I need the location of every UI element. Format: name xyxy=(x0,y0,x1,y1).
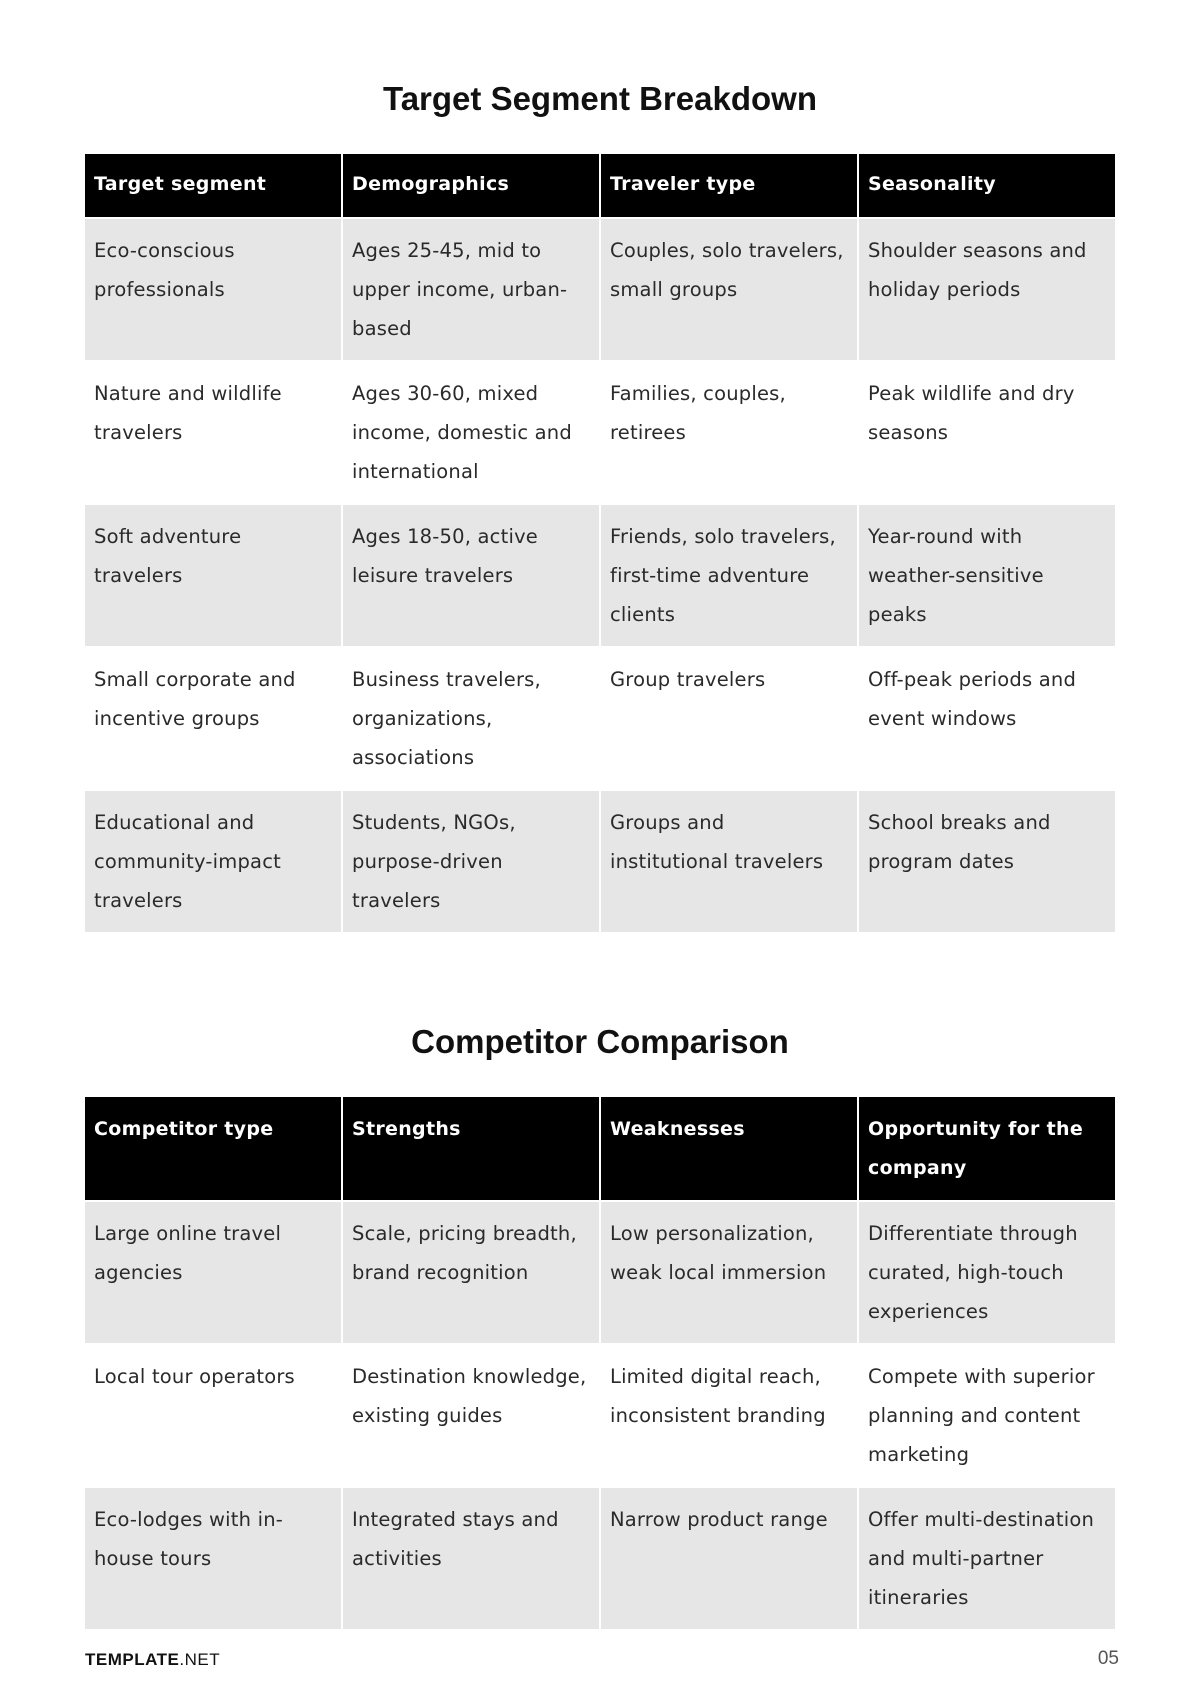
page-number: 05 xyxy=(1097,1648,1119,1669)
header-weaknesses: Weaknesses xyxy=(601,1097,857,1200)
competitor-table xyxy=(83,1095,1117,1631)
table-row xyxy=(85,505,1115,646)
table-cell: Year-round with weather-sensitive peaks xyxy=(859,505,1115,646)
table-cell: Business travelers, organizations, associations xyxy=(343,648,599,789)
header-seasonality: Seasonality xyxy=(859,154,1115,217)
table-cell: Groups and institutional travelers xyxy=(601,791,857,932)
table-cell: Educational and community-impact travelers xyxy=(85,791,341,932)
table-cell: Ages 18-50, active leisure travelers xyxy=(343,505,599,646)
table-cell: Students, NGOs, purpose-driven travelers xyxy=(343,791,599,932)
header-opportunity: Opportunity for the company xyxy=(859,1097,1115,1200)
table-row xyxy=(85,648,1115,789)
table-cell: Eco-conscious professionals xyxy=(85,219,341,360)
header-target-segment: Target segment xyxy=(85,154,341,217)
table-row xyxy=(85,791,1115,932)
header-traveler-type: Traveler type xyxy=(601,154,857,217)
segment-table xyxy=(83,152,1117,934)
table-cell: Destination knowledge, existing guides xyxy=(343,1345,599,1486)
table-cell: School breaks and program dates xyxy=(859,791,1115,932)
table-cell: Soft adventure travelers xyxy=(85,505,341,646)
table-cell: Ages 25-45, mid to upper income, urban-based xyxy=(343,219,599,360)
brand-name-bold: TEMPLATE xyxy=(85,1650,180,1669)
table-cell: Shoulder seasons and holiday periods xyxy=(859,219,1115,360)
header-competitor-type: Competitor type xyxy=(85,1097,341,1200)
table-cell: Narrow product range xyxy=(601,1488,857,1629)
table-cell: Integrated stays and activities xyxy=(343,1488,599,1629)
table-cell: Compete with superior planning and content marketing xyxy=(859,1345,1115,1486)
competitor-table-title: Competitor Comparison xyxy=(411,1023,789,1060)
header-strengths: Strengths xyxy=(343,1097,599,1200)
footer-brand-logo xyxy=(85,1650,220,1670)
segment-table-header-row xyxy=(85,154,1115,217)
table-cell: Friends, solo travelers, first-time adventure clients xyxy=(601,505,857,646)
table-row xyxy=(85,1202,1115,1343)
table-row xyxy=(85,362,1115,503)
table-cell: Differentiate through curated, high-touch experiences xyxy=(859,1202,1115,1343)
table-cell: Group travelers xyxy=(601,648,857,789)
table-cell: Eco-lodges with in-house tours xyxy=(85,1488,341,1629)
table-row xyxy=(85,219,1115,360)
table-cell: Large online travel agencies xyxy=(85,1202,341,1343)
table-cell: Couples, solo travelers, small groups xyxy=(601,219,857,360)
table-cell: Offer multi-destination and multi-partner itineraries xyxy=(859,1488,1115,1629)
header-demographics: Demographics xyxy=(343,154,599,217)
table-cell: Local tour operators xyxy=(85,1345,341,1486)
table-cell: Scale, pricing breadth, brand recognition xyxy=(343,1202,599,1343)
table-row xyxy=(85,1345,1115,1486)
table-cell: Limited digital reach, inconsistent branding xyxy=(601,1345,857,1486)
competitor-table-header-row xyxy=(85,1097,1115,1200)
table-cell: Small corporate and incentive groups xyxy=(85,648,341,789)
segment-table-title: Target Segment Breakdown xyxy=(383,80,817,117)
table-cell: Ages 30-60, mixed income, domestic and international xyxy=(343,362,599,503)
table-cell: Nature and wildlife travelers xyxy=(85,362,341,503)
table-row xyxy=(85,1488,1115,1629)
brand-name-suffix: .NET xyxy=(179,1650,221,1669)
table-cell: Families, couples, retirees xyxy=(601,362,857,503)
table-cell: Off-peak periods and event windows xyxy=(859,648,1115,789)
table-cell: Peak wildlife and dry seasons xyxy=(859,362,1115,503)
table-cell: Low personalization, weak local immersion xyxy=(601,1202,857,1343)
